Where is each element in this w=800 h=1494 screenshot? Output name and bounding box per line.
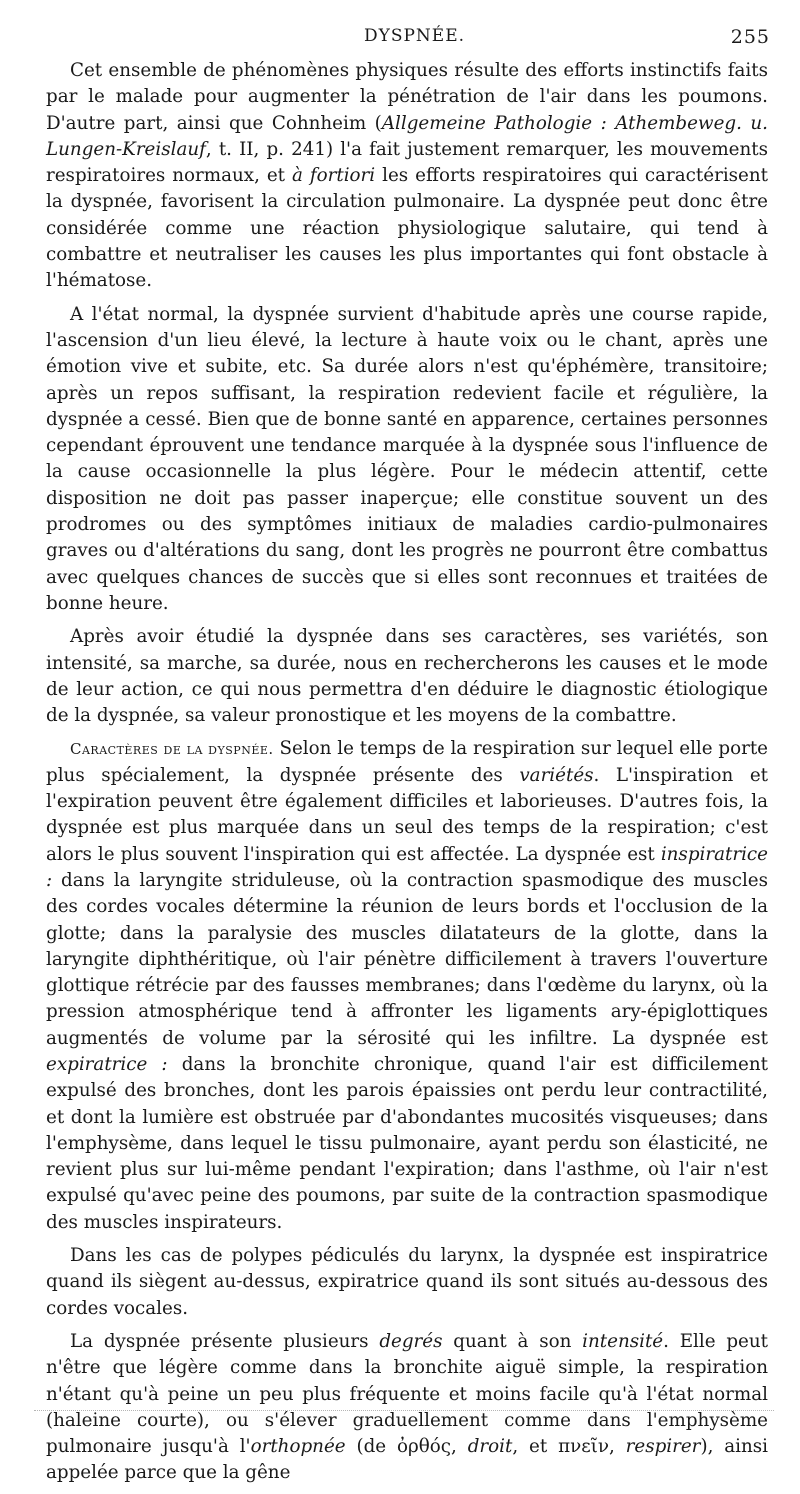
italic-text: Allgemeine Pathologie : Athembeweg. u. Lungen-Kreislauf [46, 112, 768, 160]
italic-text: droit [467, 1436, 513, 1458]
text-run: dans la laryngite striduleuse, où la contraction spasmodique des muscles des cordes vocales détermine la réunion de leurs bords et l'occlusion de la glotte; dans la paralysie des muscles dilatateurs de la glotte, dans la laryngite diphthéritique, où l'air pénètre difficilement à travers l'ouverture glottique rétrécie par des fausses membranes; dans l'œdème du larynx, où la pression atmosphérique tend à affronter les ligaments ary-épiglottiques augmentés de volume par la sérosité qui les infiltre. La dyspnée est [46, 869, 768, 1049]
page-number: 255 [730, 26, 770, 48]
text-run: dans la bronchite chronique, quand l'air est difficilement expulsé des bronches, dont les parois épaissies ont perdu leur contractilité, et dont la lumière est obstruée par d'abondantes mucosités visqueuses; dans l'emphysème, dans lequel le tissu pulmonaire, ayant perdu son élasticité, ne revient plus sur lui-même pendant l'expiration; dans l'asthme, où l'air n'est expulsé qu'avec peine des poumons, par suite de la contraction spasmodique des muscles inspirateurs. [46, 1053, 768, 1233]
running-head [46, 18, 768, 58]
running-title: DYSPNÉE. [364, 26, 466, 46]
book-page [46, 18, 768, 1494]
text-run: La dyspnée présente plusieurs [70, 1330, 380, 1352]
text-run: , et πνεῖν, [512, 1436, 626, 1458]
italic-text: degrés [379, 1330, 443, 1352]
paragraph [46, 736, 768, 1236]
italic-text: expiratrice : [46, 1053, 168, 1075]
italic-text: variétés [519, 764, 594, 786]
text-run: Selon le temps de la respiration sur lequel elle porte plus spécialement, la dyspnée présente des [46, 738, 768, 786]
text-run: ), ainsi appelée parce que la gêne [46, 1436, 769, 1484]
bottom-rule [34, 1410, 774, 1411]
italic-text: inspiratrice : [46, 843, 768, 891]
italic-text: à fortiori [291, 165, 376, 187]
paragraph [46, 1329, 768, 1487]
text-run: , t. II, p. 241) l'a fait justement remarquer, les mouvements respiratoires normaux, et [46, 138, 768, 187]
text-run: Dans les cas de polypes pédiculés du larynx, la dyspnée est inspiratrice quand ils siègent au-dessus, expiratrice quand ils sont situés au-dessous des cordes vocales. [46, 1245, 768, 1319]
italic-text: intensité [582, 1330, 664, 1352]
paragraph [46, 624, 768, 729]
body-text [46, 58, 768, 1487]
text-run: A l'état normal, la dyspnée survient d'habitude après une course rapide, l'ascension d'un lieu élevé, la lecture à haute voix ou le chant, après une émotion vive et subite, etc. Sa durée alors n'est qu'éphémère, transitoire; après un repos suffisant, la respiration redevient facile et régulière, la dyspnée a cessé. Bien que de bonne santé en apparence, certaines personnes cependant éprouvent une tendance marquée à la dyspnée sous l'influence de la cause occasionnelle la plus légère. Pour le médecin attentif, cette disposition ne doit pas passer inaperçue; elle constitue souvent un des prodromes ou des symptômes initiaux de maladies cardio-pulmonaires graves ou d'altérations du sang, dont les progrès ne pourront être combattus avec quelques chances de succès que si elles sont reconnues et traitées de bonne heure. [46, 303, 768, 614]
paragraph [46, 1243, 768, 1322]
paragraph [46, 58, 768, 295]
paragraph [46, 302, 768, 618]
text-run: . L'inspiration et l'expiration peuvent être également difficiles et laborieuses. D'autres fois, la dyspnée est plus marquée dans un seul des temps de la respiration; c'est alors le plus souvent l'inspiration qui est affectée. La dyspnée est [46, 764, 768, 865]
section-heading: Caractères de la dyspnée. [70, 740, 274, 759]
text-run: (de ὀρθός, [345, 1436, 468, 1458]
italic-text: orthopnée [250, 1436, 346, 1458]
italic-text: respirer [625, 1436, 701, 1458]
text-run: quant à son [442, 1330, 583, 1352]
text-run: Cet ensemble de phénomènes physiques résulte des efforts instinctifs faits par le malade pour augmenter la pénétration de l'air dans les poumons. D'autre part, ainsi que Cohnheim ( [46, 60, 768, 134]
text-run: . Elle peut n'être que légère comme dans la bronchite aiguë simple, la respiration n'étant qu'à peine un peu plus fréquente et moins facile qu'à l'état normal (haleine courte), ou s'élever graduellement comme dans l'emphysème pulmonaire jusqu'à l' [46, 1330, 768, 1458]
text-run: Après avoir étudié la dyspnée dans ses caractères, ses variétés, son intensité, sa marche, sa durée, nous en rechercherons les causes et le mode de leur action, ce qui nous permettra d'en déduire le diagnostic étiologique de la dyspnée, sa valeur pronostique et les moyens de la combattre. [46, 626, 768, 727]
text-run: les efforts respiratoires qui caractérisent la dyspnée, favorisent la circulation pulmonaire. La dyspnée peut donc être considérée comme une réaction physiologique salutaire, qui tend à combattre et neutraliser les causes les plus importantes qui font obstacle à l'hématose. [46, 165, 768, 292]
